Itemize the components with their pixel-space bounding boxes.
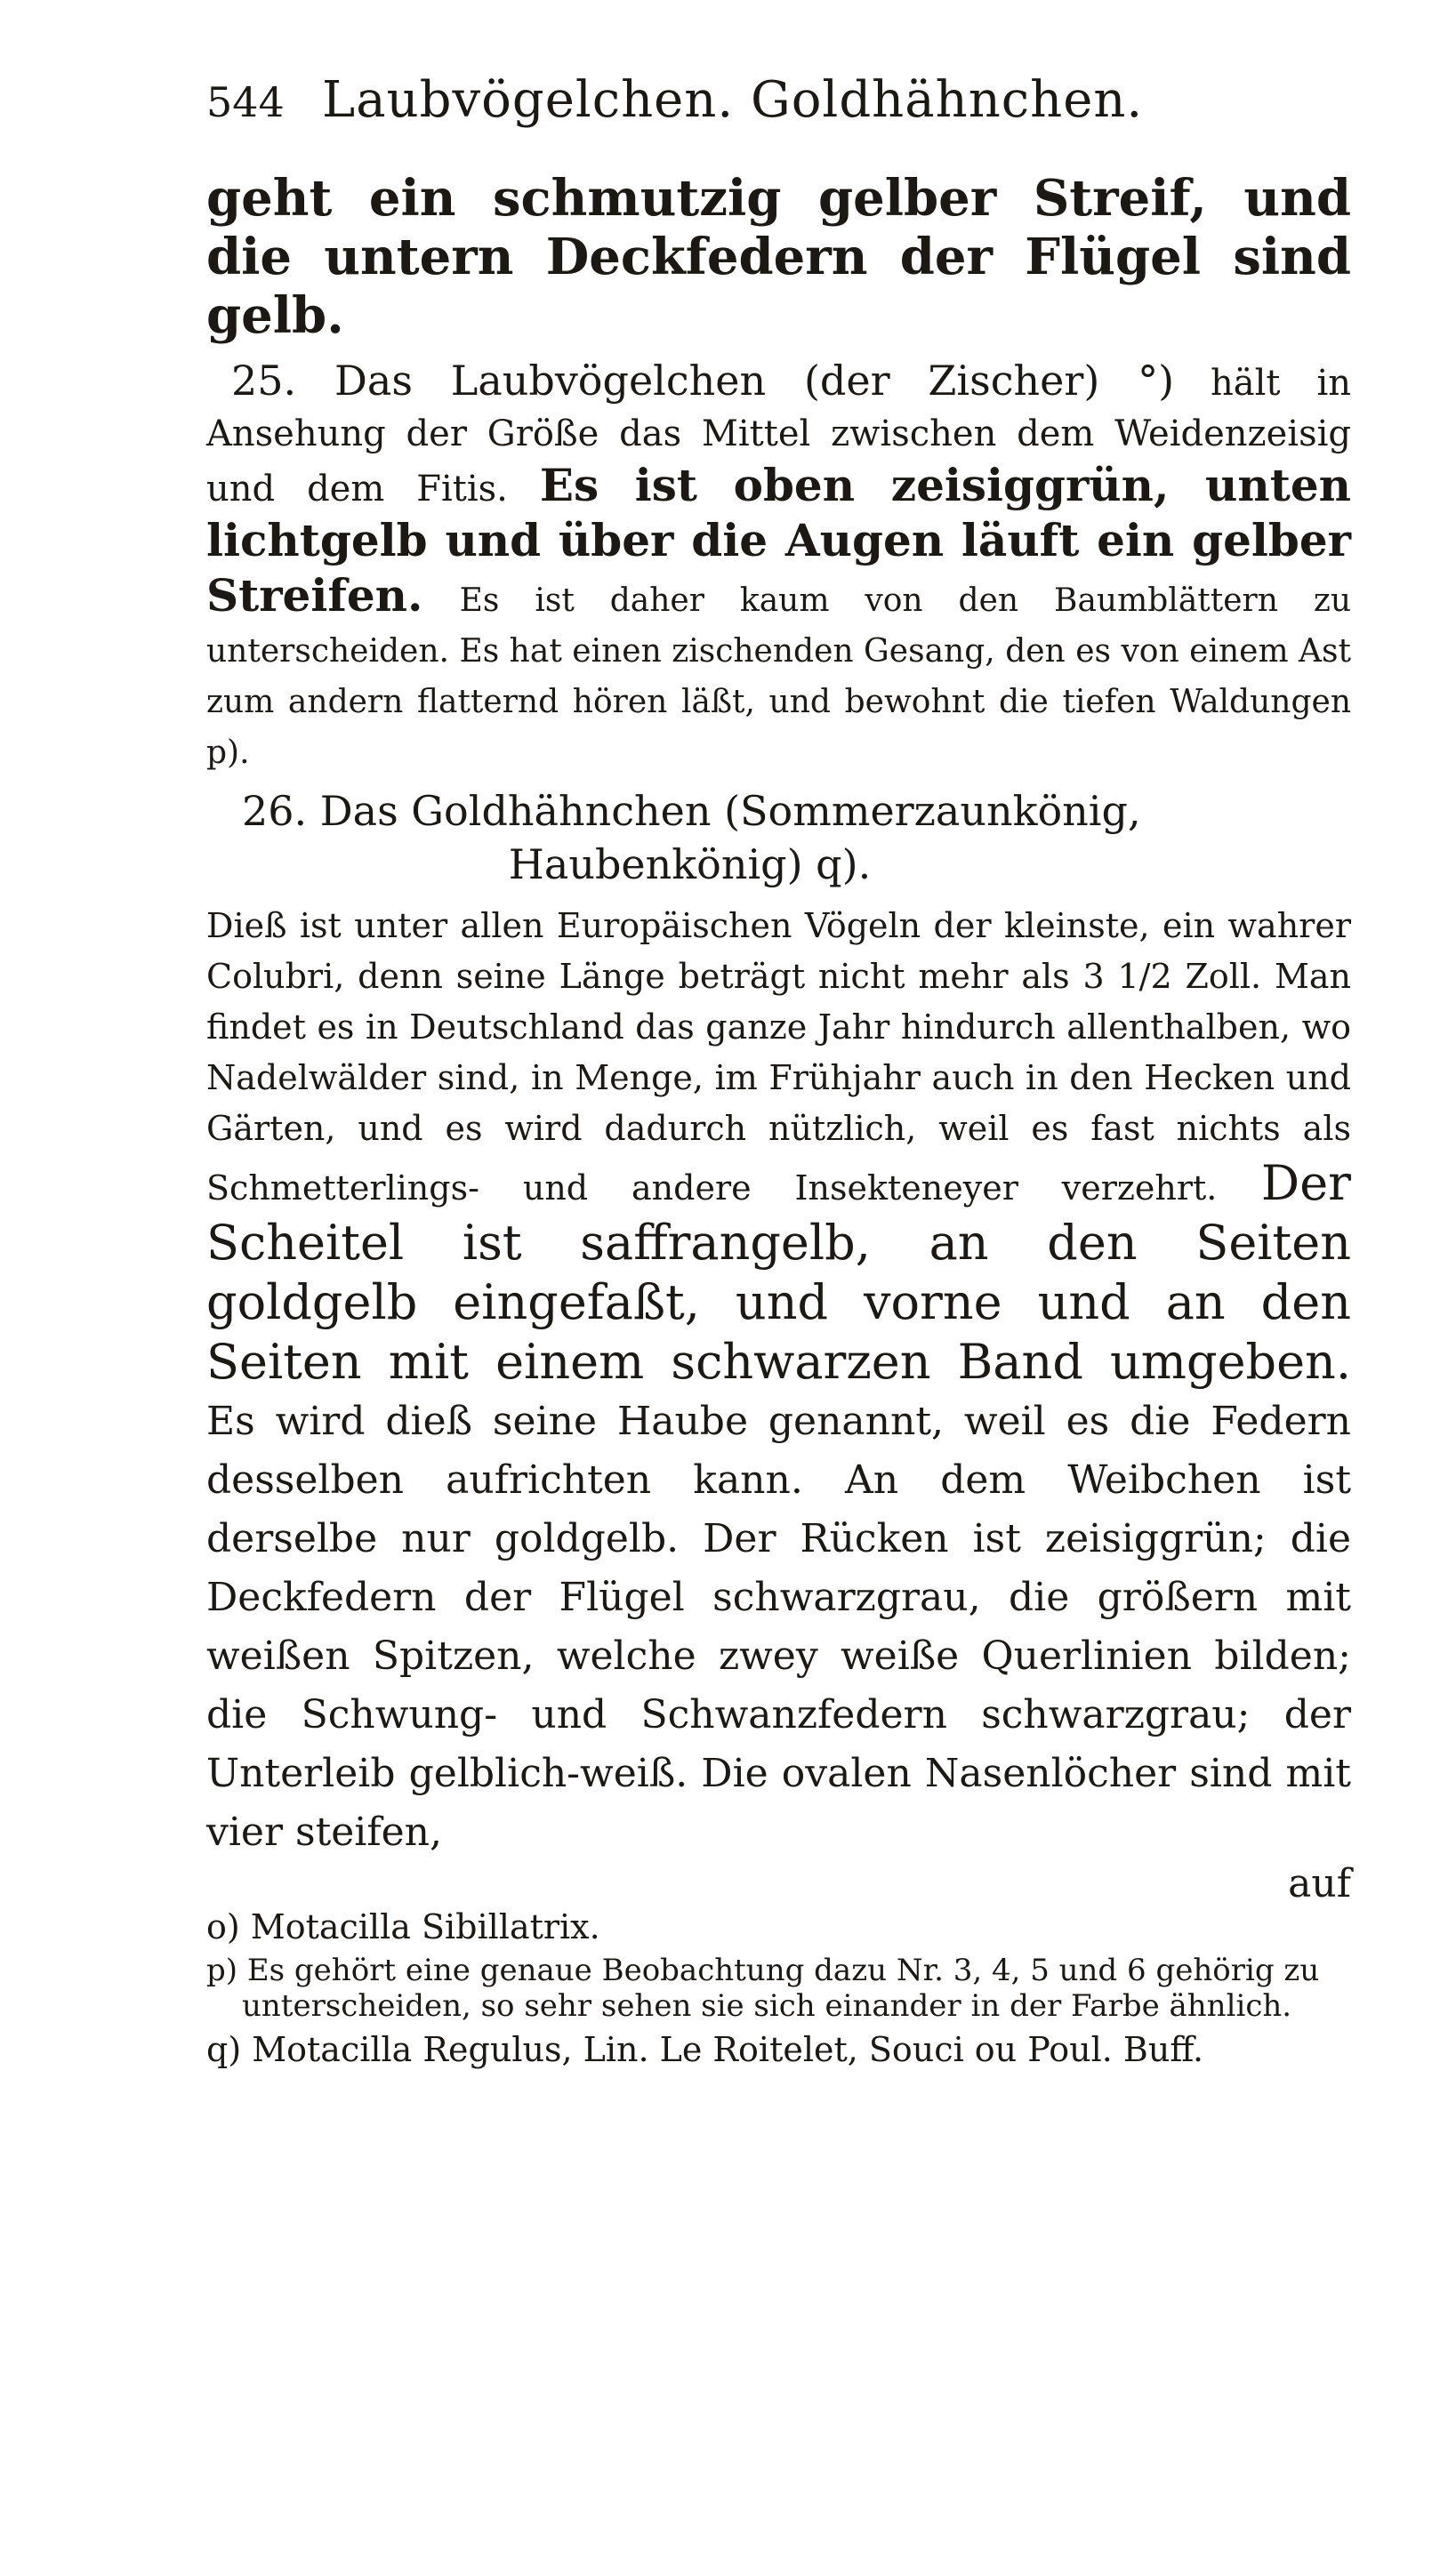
entry-26-heading-line2: Haubenkönig) q).: [508, 840, 872, 888]
entry-25-text-b: Es ist oben zeisiggrün, unten lichtgelb und über die Augen läuft ein gelber Streifen.: [206, 459, 1352, 622]
entry-26-norm-text: Es wird dieß seine Haube genannt, weil es die Federn desselben aufrichten kann. An dem Weibchen ist derselbe nur goldgelb. Der Rücken ist zeisiggrün; die Deckfedern der Flügel schwarzgrau, die größern mit weißen Spitzen, welche zwey weiße Querlinien bilden; die Schwung- und Schwanzfedern schwarzgrau; der Unterleib gelblich-weiß. Die ovalen Nasenlöcher sind mit vier steifen,: [206, 1399, 1351, 1855]
entry-25-paragraph: [206, 356, 1351, 777]
entry-25-text-c: Es ist daher kaum von den Baumblättern zu unterscheiden. Es hat einen zischenden Gesang, den es von einem Ast zum andern flatternd hören läßt, und bewohnt die tiefen Waldungen p).: [206, 582, 1351, 771]
footnote-p: p) Es gehört eine genaue Beobachtung dazu Nr. 3, 4, 5 und 6 gehörig zu unterscheiden, so sehr sehen sie sich einander in der Farbe ähnlich.: [206, 1953, 1320, 2024]
entry-26-paragraph: [206, 782, 1351, 1862]
entry-25-heading: 25. Das Laubvögelchen (der Zischer) °): [231, 357, 1175, 405]
page-number: 544: [206, 78, 285, 126]
entry-25-text-a: hält in Ansehung der Größe das Mittel zwischen dem Weidenzeisig und dem Fitis.: [206, 363, 1351, 510]
catchword: auf: [1288, 1861, 1351, 1906]
entry-26-heading-line1: 26. Das Goldhähnchen (Sommerzaunkönig,: [242, 787, 1141, 835]
continuation-paragraph: geht ein schmutzig gelber Streif, und die untern Deckfedern der Flügel sind gelb.: [206, 169, 1351, 345]
entry-26-small-text: Dieß ist unter allen Europäischen Vögeln der kleinste, ein wahrer Colubri, denn seine Länge beträgt nicht mehr als 3 1/2 Zoll. Man findet es in Deutschland das ganze Jahr hindurch allenthalben, wo Nadelwälder sind, in Menge, im Frühjahr auch in den Hecken und Gärten, und es wird dadurch nützlich, weil es fast nichts als Schmetterlings- und andere Insekteneyer verzehrt.: [206, 906, 1351, 1208]
footnotes: [206, 1906, 1351, 2070]
page-header: [206, 71, 1351, 169]
running-title: Laubvögelchen. Goldhähnchen.: [322, 71, 1144, 129]
footnote-o: o) Motacilla Sibillatrix.: [206, 1907, 600, 1946]
main-text: [206, 169, 1351, 1906]
entry-26-big-text: Der Scheitel ist saffrangelb, an den Seiten goldgelb eingefaßt, und vorne und an den Seiten mit einem schwarzen Band umgeben.: [206, 1155, 1351, 1390]
footnote-q: q) Motacilla Regulus, Lin. Le Roitelet, Souci ou Poul. Buff.: [206, 2030, 1204, 2069]
